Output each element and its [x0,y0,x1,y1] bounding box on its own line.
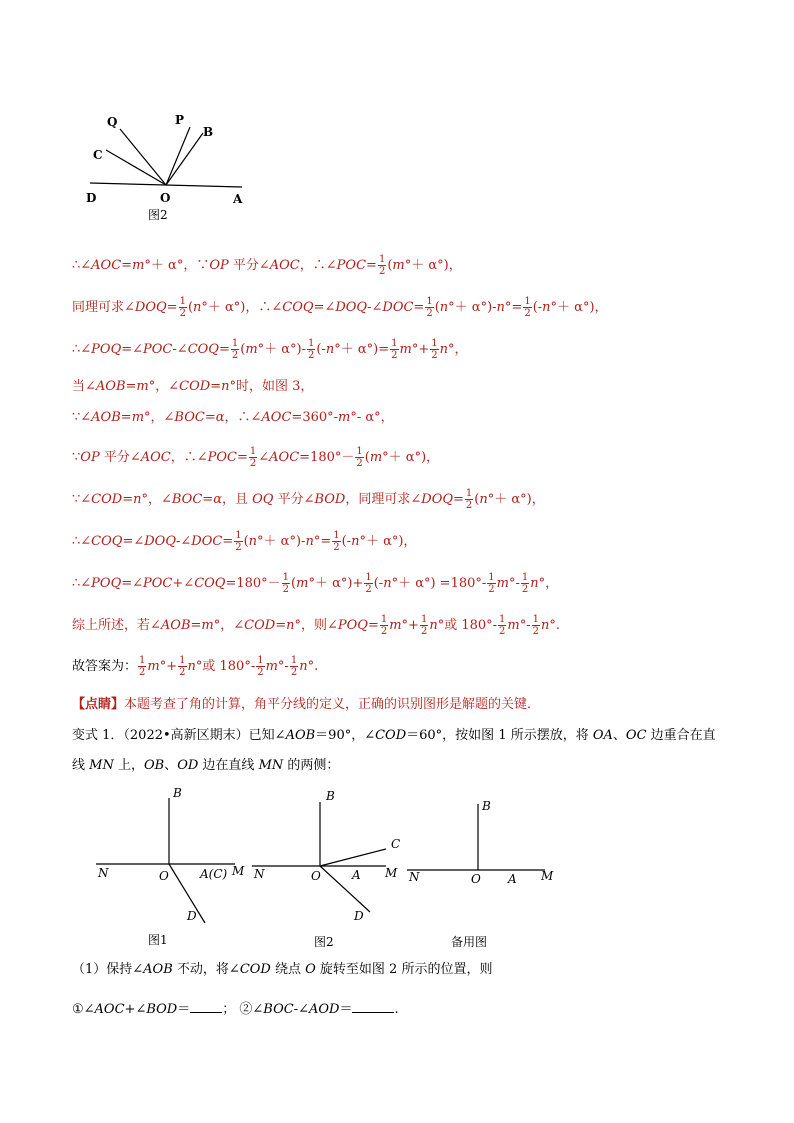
fraction: $\frac{1}{2}$ [308,338,315,361]
figure-caption: 图2 [314,935,334,949]
label-D: D [187,909,197,923]
fraction: $\frac{1}{2}$ [257,655,264,678]
label-A: A [508,872,517,886]
question-1-blanks: ①∠AOC+∠BOD＝ ； ②∠BOC-∠AOD＝ . [72,998,399,1020]
fraction: $\frac{1}{2}$ [365,572,372,595]
label-D: D [354,909,364,923]
fraction: $\frac{1}{2}$ [179,655,186,678]
ray-OC [106,150,166,185]
variant-line-2: 线 MN 上，OB、OD 边在直线 MN 的两侧： [72,758,340,773]
fraction: $\frac{1}{2}$ [139,655,146,678]
solution-line-5: ∵∠AOB=m°，∠BOC=α，∴∠AOC=360°-m°- α°， [72,410,394,425]
solution-line-2: 同理可求∠DOQ= $\frac{1}{2}$ (n°＋ α°)，∴∠COQ=∠DOQ-∠DOC= $\frac{1}{2}$ (n°＋ α°)-n°= $\frac{1}{2}$ (-n°＋ α°)， [72,296,608,319]
label-O: O [160,191,171,205]
label-N: N [254,867,265,881]
answer-blank-2[interactable] [352,998,394,1013]
label-N: N [409,870,420,884]
label-M: M [232,864,245,878]
label-O: O [471,872,481,886]
label-C: C [391,837,401,851]
solution-line-6: ∵OP 平分∠AOC，∴∠POC= $\frac{1}{2}$ ∠AOC=180°－ $\frac{1}{2}$ (m°＋ α°)， [72,446,440,469]
figure-caption: 图2 [148,208,168,222]
ray-OD [320,866,370,912]
solution-line-9: ∴∠POQ=∠POC+∠COQ=180°－ $\frac{1}{2}$ (m°＋ α°)+ $\frac{1}{2}$ (-n°＋ α°) =180°- $\frac{1}{2}$ m°- $\frac{1}{2}$ n°， [72,572,559,595]
fraction: $\frac{1}{2}$ [378,254,386,277]
figure-spare [405,780,565,950]
fraction: $\frac{1}{2}$ [532,614,540,637]
label-P: P [175,113,185,127]
variant-line-1: 变式 1．（2022•高新区期末）已知∠AOB＝90°，∠COD＝60°，按如图 1 所示摆放，将 OA、OC 边重合在直 [72,728,716,743]
fraction: $\frac{1}{2}$ [488,572,495,595]
comment-line: 【点睛】本题考查了角的计算，角平分线的定义，正确的识别图形是解题的关键． [72,697,541,712]
answer-line: 故答案为： $\frac{1}{2}$ m°+ $\frac{1}{2}$ n°或 180°- $\frac{1}{2}$ m°- $\frac{1}{2}$ n°. [72,655,319,678]
label-AC: A(C) [200,867,228,881]
figure-caption: 备用图 [451,935,488,949]
solution-line-10: 综上所述，若∠AOB=m°，∠COD=n°，则∠POQ= $\frac{1}{2}$ m°+ $\frac{1}{2}$ n°或 180°- $\frac{1}{2}$ m°- $\frac{1}{2}$ n°. [72,614,561,637]
answer-blank-1[interactable] [190,998,222,1013]
figure-caption: 图1 [148,933,168,947]
solution-line-4: 当∠AOB=m°，∠COD=n°时，如图 3， [72,379,314,394]
fraction: $\frac{1}{2}$ [231,338,239,361]
fraction: $\frac{1}{2}$ [499,614,506,637]
fraction: $\frac{1}{2}$ [420,614,428,637]
label-O: O [311,869,321,883]
fraction: $\frac{1}{2}$ [290,655,298,678]
label-B: B [482,799,491,813]
solution-line-7: ∵∠COD=n°，∠BOC=α，且 OQ 平分∠BOD，同理可求∠DOQ= $\frac{1}{2}$ (n°＋ α°)， [72,488,545,511]
figure-2 [248,780,408,950]
label-N: N [98,866,109,880]
label-B: B [326,789,335,803]
fraction: $\frac{1}{2}$ [356,446,363,469]
fraction: $\frac{1}{2}$ [426,296,433,319]
angle-figure-2-top [80,105,260,225]
solution-line-3: ∴∠POQ=∠POC-∠COQ= $\frac{1}{2}$ (m°＋ α°)- $\frac{1}{2}$ (-n°＋ α°)= $\frac{1}{2}$ m°+ $\frac{1}{2}$ n°， [72,338,468,361]
label-B: B [173,786,182,800]
label-C: C [93,148,103,162]
fraction: $\frac{1}{2}$ [249,446,257,469]
ray-OC [320,849,386,866]
label-M: M [541,869,554,883]
label-A: A [233,192,243,206]
fraction: $\frac{1}{2}$ [235,530,242,553]
label-O: O [159,869,169,883]
label-A: A [352,868,361,882]
figure-1 [90,780,250,950]
fraction: $\frac{1}{2}$ [465,488,473,511]
comment-bracket: 【点睛】 [72,697,125,712]
solution-line-1: ∴∠AOC=m°＋ α°，∵OP 平分∠AOC，∴∠POC= $\frac{1}{2}$ (m°＋ α°)， [72,254,462,277]
fraction: $\frac{1}{2}$ [333,530,340,553]
label-D: D [86,191,97,205]
fraction: $\frac{1}{2}$ [431,338,438,361]
ray-OQ [120,129,166,185]
fraction: $\frac{1}{2}$ [179,296,186,319]
question-1-line: （1）保持∠AOB 不动，将∠COD 绕点 O 旋转至如图 2 所示的位置，则 [72,962,493,977]
fraction: $\frac{1}{2}$ [380,614,388,637]
solution-line-8: ∴∠COQ=∠DOQ-∠DOC= $\frac{1}{2}$ (n°＋ α°)-n°= $\frac{1}{2}$ (-n°＋ α°)， [72,530,417,553]
fraction: $\frac{1}{2}$ [391,338,398,361]
fraction: $\frac{1}{2}$ [524,296,531,319]
fraction: $\frac{1}{2}$ [282,572,290,595]
label-Q: Q [107,115,118,129]
label-M: M [385,866,398,880]
fraction: $\frac{1}{2}$ [521,572,529,595]
label-B: B [203,125,214,139]
